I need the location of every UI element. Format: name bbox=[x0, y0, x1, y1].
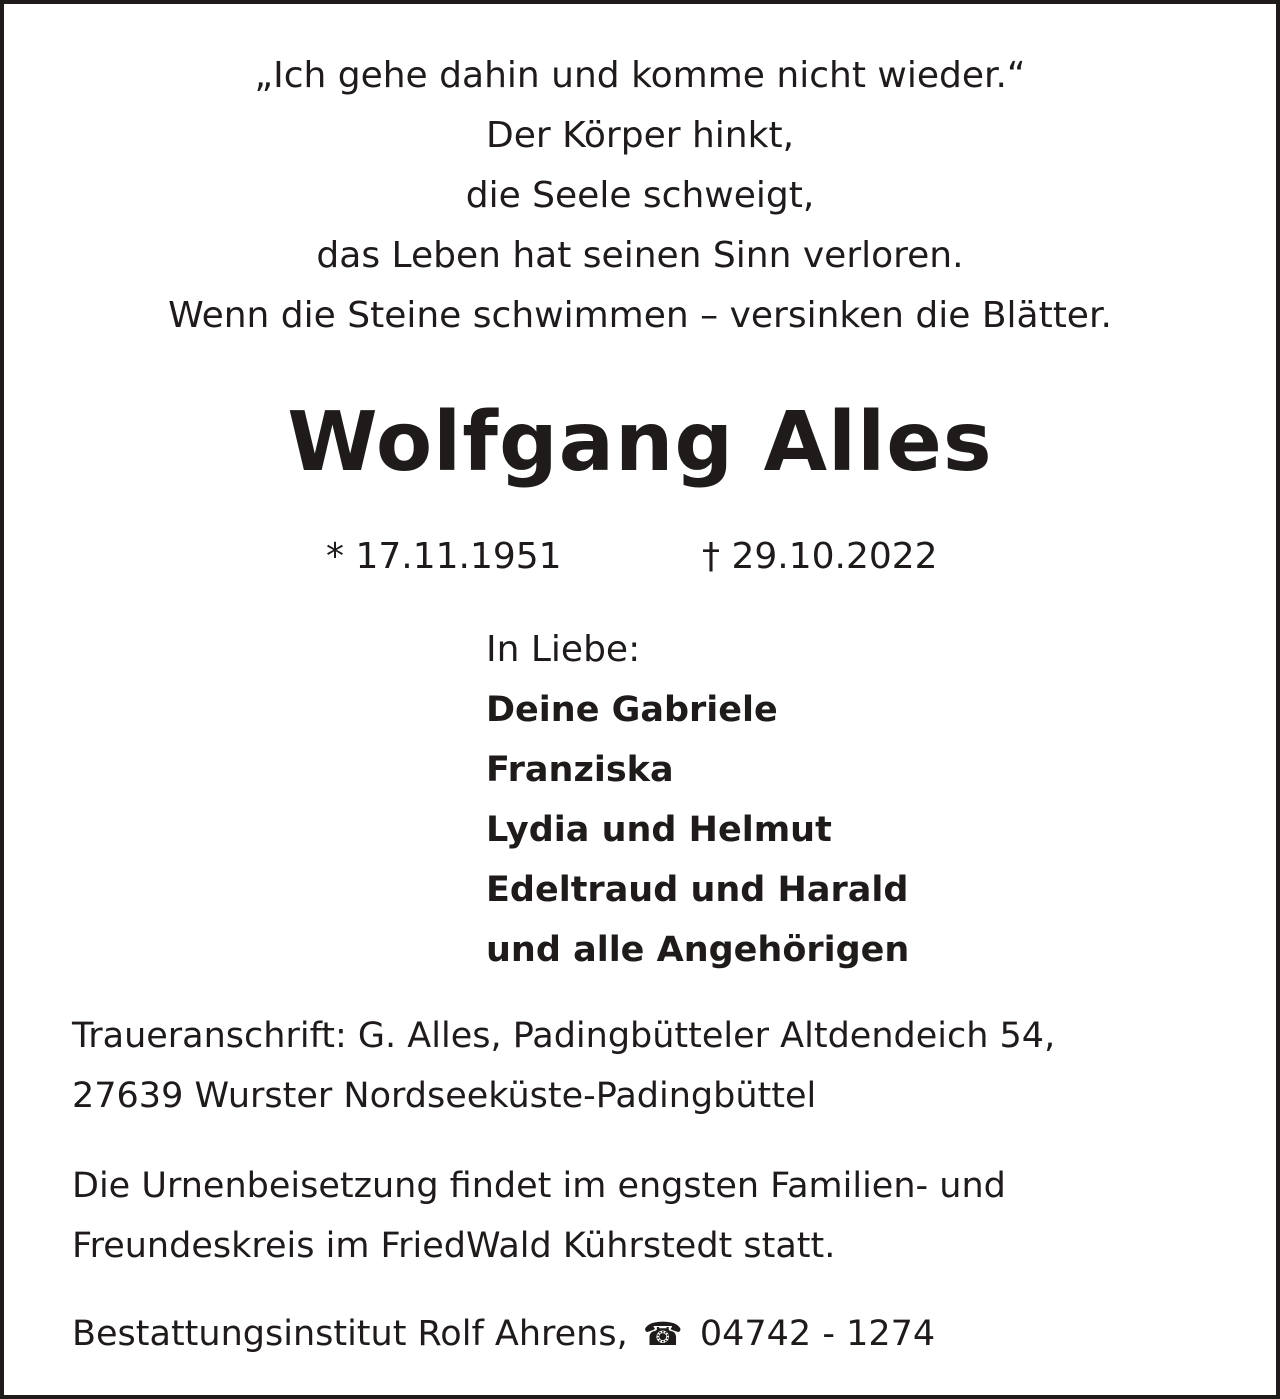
telephone-icon: ☎ bbox=[642, 1315, 683, 1353]
obituary-content bbox=[4, 4, 1276, 1395]
undertaker-info bbox=[72, 1304, 935, 1364]
deceased-name: Wolfgang Alles bbox=[287, 395, 993, 490]
verse-line: die Seele schweigt, bbox=[465, 175, 815, 216]
mourner-name: Deine Gabriele bbox=[486, 690, 778, 730]
verse-line: Der Körper hinkt, bbox=[485, 115, 795, 156]
verse-line: Wenn die Steine schwimmen – versinken die Blätter. bbox=[168, 295, 1112, 336]
death-date: † 29.10.2022 bbox=[702, 536, 938, 577]
verse bbox=[4, 46, 1276, 346]
mourner-name: und alle Angehörigen bbox=[486, 930, 910, 970]
mourner-name: Lydia und Helmut bbox=[486, 810, 832, 850]
undertaker-phone: 04742 - 1274 bbox=[699, 1314, 936, 1354]
undertaker-name: Bestattungsinstitut Rolf Ahrens, bbox=[72, 1314, 628, 1354]
mourner-name: Franziska bbox=[486, 750, 674, 790]
mourners-list bbox=[486, 620, 909, 980]
burial-line: Die Urnenbeisetzung findet im engsten Familien- und bbox=[72, 1166, 1006, 1206]
birth-date: * 17.11.1951 bbox=[326, 536, 562, 577]
verse-line: das Leben hat seinen Sinn verloren. bbox=[316, 235, 964, 276]
verse-line: „Ich gehe dahin und komme nicht wieder.“ bbox=[254, 55, 1026, 96]
mourning-address bbox=[72, 1006, 1055, 1126]
mourners-intro: In Liebe: bbox=[486, 629, 641, 670]
mourner-name: Edeltraud und Harald bbox=[486, 870, 909, 910]
burial-line: Freundeskreis im FriedWald Kührstedt statt. bbox=[72, 1226, 836, 1266]
burial-notice bbox=[72, 1156, 1006, 1276]
address-line: Traueranschrift: G. Alles, Padingbütteler Altdendeich 54, bbox=[72, 1016, 1056, 1056]
address-line: 27639 Wurster Nordseeküste-Padingbüttel bbox=[72, 1076, 817, 1116]
